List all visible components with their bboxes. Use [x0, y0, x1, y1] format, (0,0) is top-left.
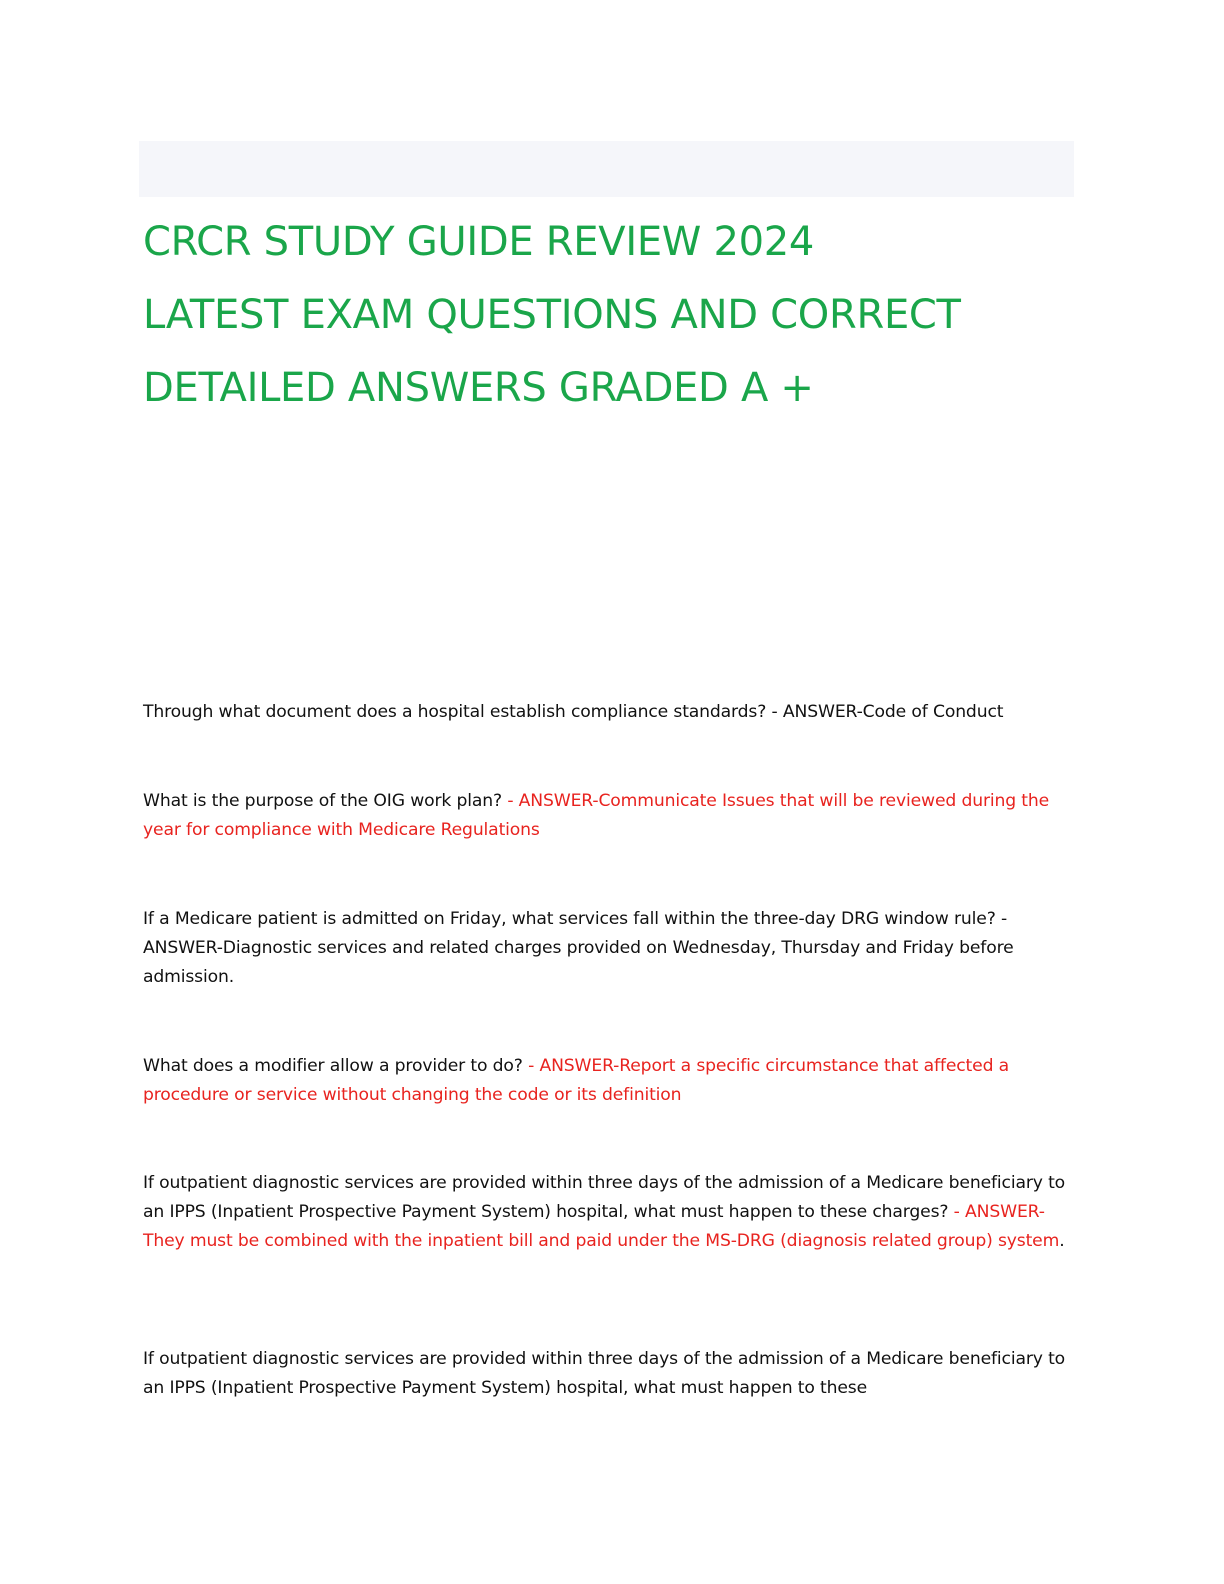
qa-item-2	[143, 787, 1073, 845]
answer-text: ANSWER-Diagnostic services and related charges provided on Wednesday, Thursday and Friday before admission.	[143, 938, 1014, 987]
question-text: What does a modifier allow a provider to do?	[143, 1056, 529, 1076]
answer-text: - ANSWER-Communicate Issues that will be reviewed during the year for compliance with Medicare Regulations	[143, 791, 1050, 840]
title-line-1: CRCR STUDY GUIDE REVIEW 2024	[143, 219, 815, 265]
title-line-3: DETAILED ANSWERS GRADED A +	[143, 365, 814, 411]
question-text: What is the purpose of the OIG work plan?	[143, 791, 508, 811]
answer-text: - ANSWER-Report a specific circumstance that affected a procedure or service without changing the code or its definition	[143, 1056, 1010, 1105]
answer-text: - ANSWER-They must be combined with the inpatient bill and paid under the MS-DRG (diagnosis related group) system	[143, 1202, 1060, 1251]
question-text: If outpatient diagnostic services are provided within three days of the admission of a Medicare beneficiary to an IPPS (Inpatient Prospective Payment System) hospital, what must happen to these charges?	[143, 1173, 1066, 1222]
answer-trailing: .	[1059, 1231, 1065, 1251]
qa-item-6	[143, 1345, 1073, 1403]
title-line-2: LATEST EXAM QUESTIONS AND CORRECT	[143, 292, 961, 338]
qa-item-3	[143, 905, 1073, 992]
document-title	[143, 206, 1103, 425]
question-text: If outpatient diagnostic services are provided within three days of the admission of a Medicare beneficiary to an IPPS (Inpatient Prospective Payment System) hospital, what must happen to these	[143, 1349, 1066, 1398]
qa-item-5	[143, 1169, 1073, 1256]
qa-item-4	[143, 1052, 1073, 1110]
question-text: Through what document does a hospital establish compliance standards? -	[143, 702, 783, 722]
question-text: If a Medicare patient is admitted on Friday, what services fall within the three-day DRG window rule? -	[143, 909, 1008, 929]
answer-text: ANSWER-Code of Conduct	[782, 702, 1004, 722]
qa-item-1	[143, 698, 1073, 727]
header-band	[139, 141, 1074, 197]
